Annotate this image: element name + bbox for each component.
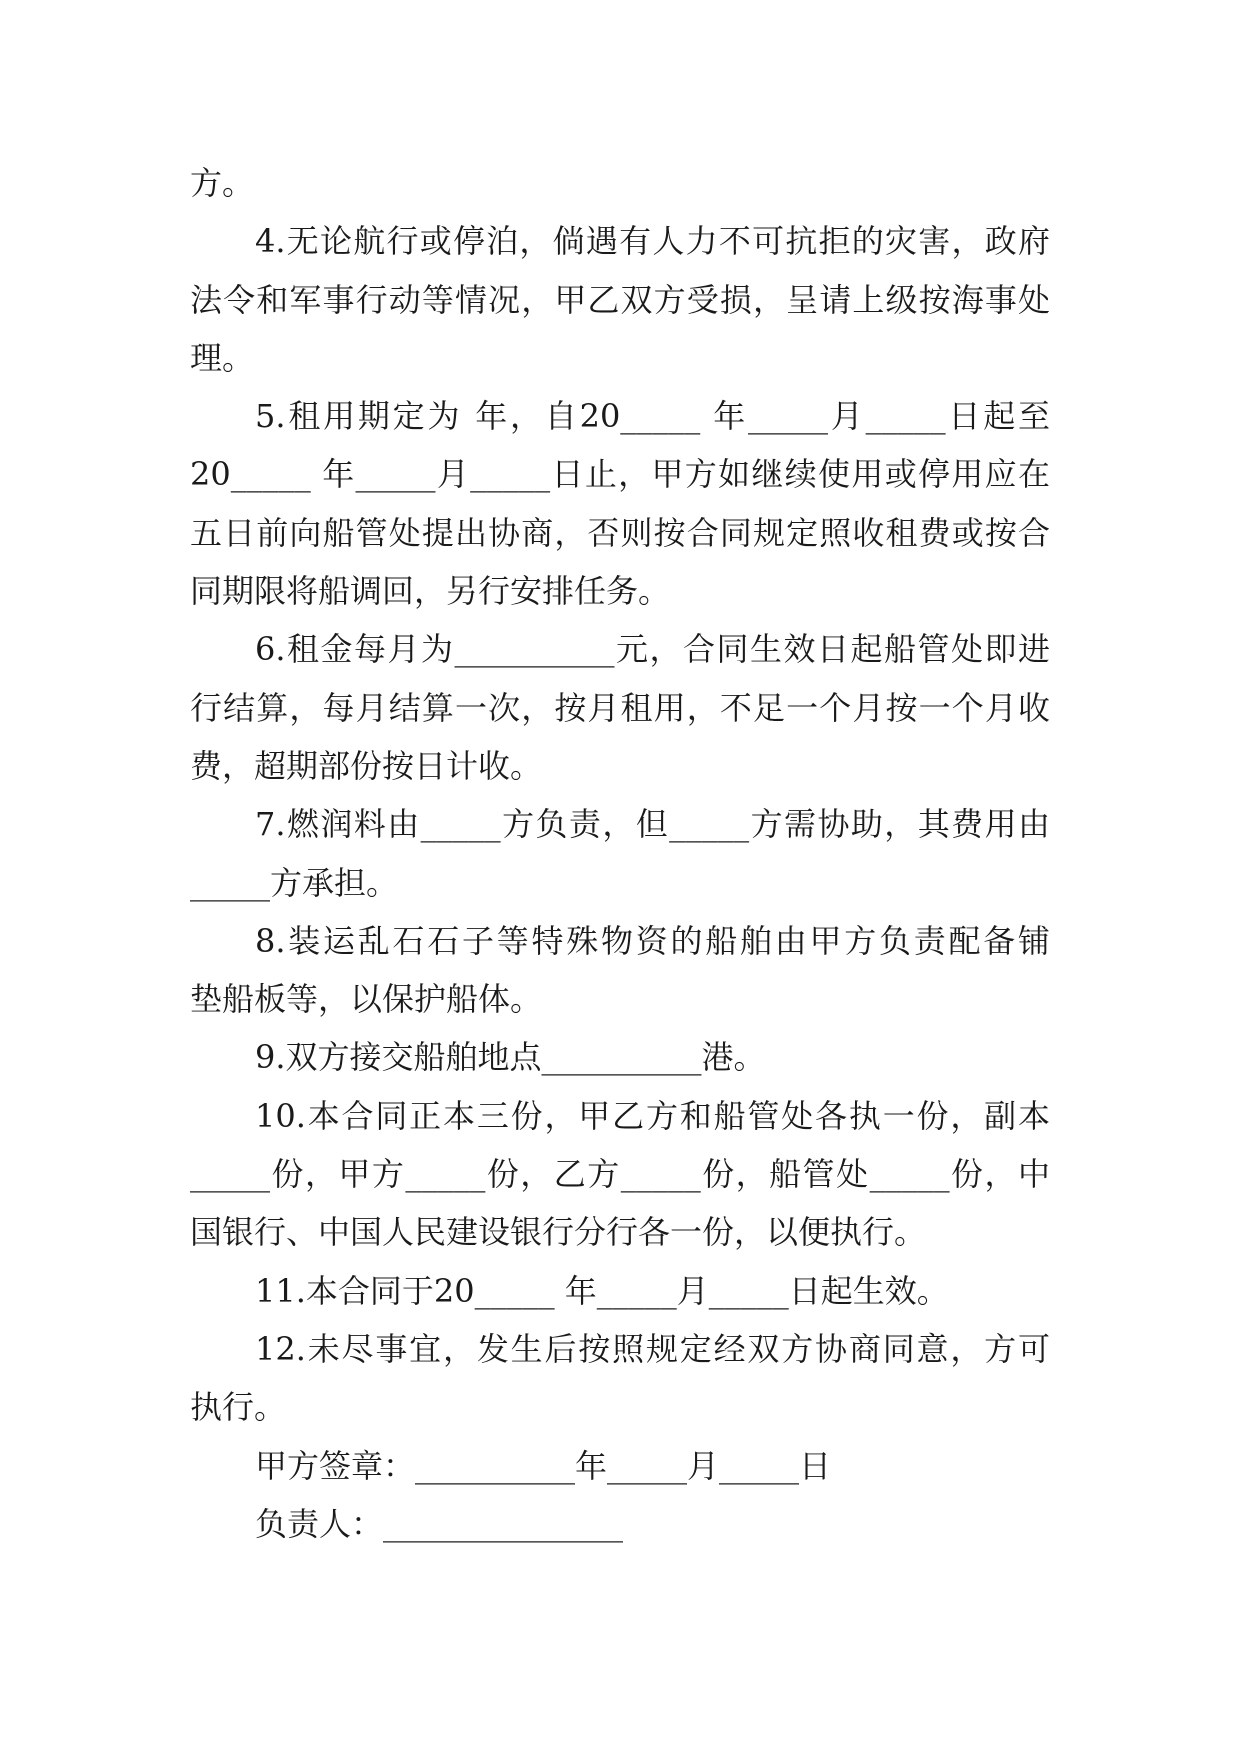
- text-line: 费，超期部份按日计收。: [190, 746, 543, 785]
- text-line: 五日前向船管处提出协商，否则按合同规定照收租费或按合: [190, 513, 1050, 552]
- text-line: 7.燃润料由_____方负责，但_____方需协助，其费用由: [255, 805, 1050, 844]
- text-line: 法令和军事行动等情况，甲乙双方受损，呈请上级按海事处: [190, 280, 1050, 319]
- text-line: 12.未尽事宜，发生后按照规定经双方协商同意，方可: [255, 1329, 1050, 1368]
- document-body: [190, 154, 1050, 1553]
- text-line: 垫船板等，以保护船体。: [190, 980, 543, 1019]
- text-line: 10.本合同正本三份，甲乙方和船管处各执一份，副本: [255, 1096, 1050, 1135]
- text-line: 8.装运乱石石子等特殊物资的船舶由甲方负责配备铺: [255, 921, 1050, 960]
- text-line: 4.无论航行或停泊，倘遇有人力不可抗拒的灾害，政府: [255, 222, 1050, 261]
- text-line: 国银行、中国人民建设银行分行各一份，以便执行。: [190, 1213, 927, 1252]
- text-line: 6.租金每月为__________元，合同生效日起船管处即进: [255, 630, 1050, 669]
- text-line: _____份，甲方_____份，乙方_____份，船管处_____份，中: [190, 1155, 1050, 1194]
- signature-line-responsible-person: 负责人：_______________: [255, 1504, 624, 1543]
- text-line: 20_____ 年_____月_____日止，甲方如继续使用或停用应在: [190, 455, 1050, 494]
- text-line: _____方承担。: [190, 863, 399, 902]
- text-line: 同期限将船调回，另行安排任务。: [190, 572, 671, 611]
- text-line: 行结算，每月结算一次，按月租用，不足一个月按一个月收: [190, 688, 1050, 727]
- text-line: 方。: [190, 164, 255, 202]
- text-line: 理。: [190, 338, 255, 377]
- text-line: 11.本合同于20_____ 年_____月_____日起生效。: [255, 1271, 949, 1310]
- text-line: 9.双方接交船舶地点__________港。: [255, 1038, 766, 1077]
- signature-line-party-a: 甲方签章：__________年_____月_____日: [255, 1446, 832, 1485]
- text-line: 5.租用期定为 年，自20_____ 年_____月_____日起至: [255, 397, 1050, 436]
- text-line: 执行。: [190, 1388, 287, 1427]
